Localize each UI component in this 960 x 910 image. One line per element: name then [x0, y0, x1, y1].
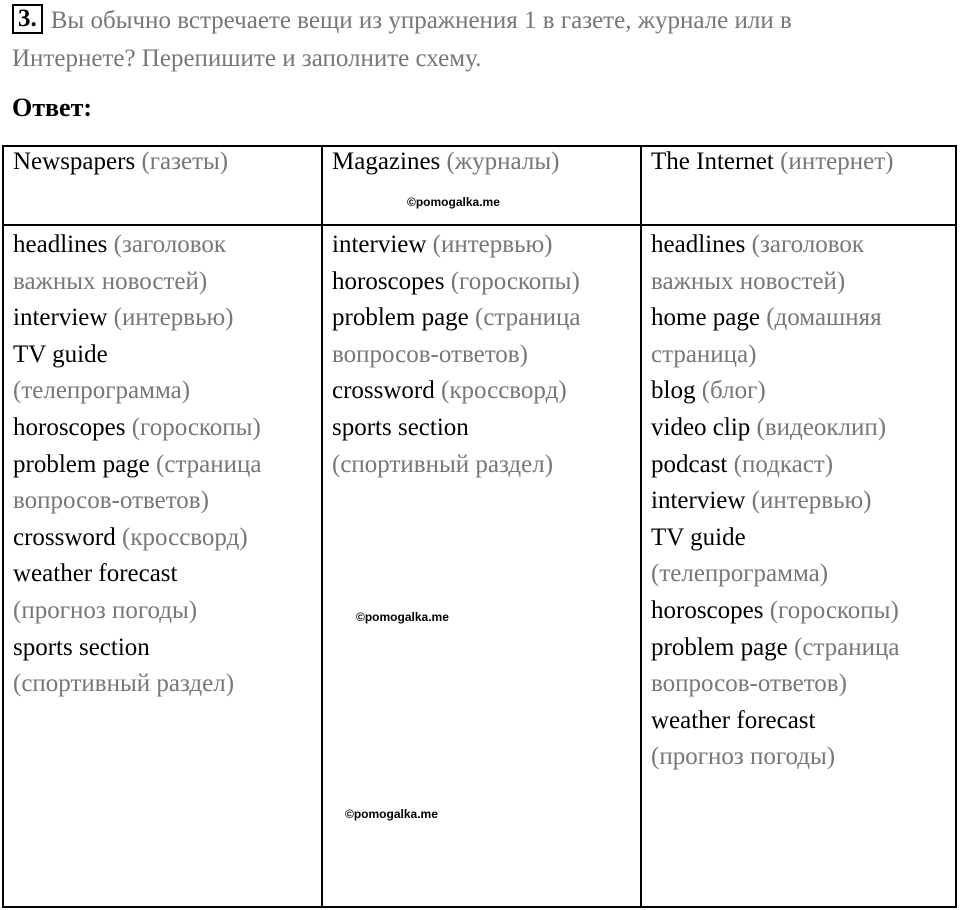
term-line: [13, 483, 262, 520]
term-translation: вопросов-ответов): [651, 670, 847, 698]
term-english: interview: [651, 487, 746, 515]
term-line: [13, 300, 262, 337]
term-line: [332, 337, 581, 374]
term-english: problem page: [332, 304, 469, 332]
term-line: [651, 373, 900, 410]
term-translation: (телепрограмма): [13, 377, 191, 405]
term-line: [332, 447, 581, 484]
term-english: problem page: [651, 633, 788, 661]
term-english: horoscopes: [13, 413, 126, 441]
term-english: home page: [651, 304, 760, 332]
term-line: [13, 556, 262, 593]
column-header-label: Magazines: [332, 148, 441, 175]
term-translation: важных новостей): [13, 267, 208, 295]
term-translation: (заголовок: [113, 231, 227, 258]
term-line: [13, 520, 262, 557]
column-divider: [321, 147, 323, 906]
column-divider: [640, 147, 642, 906]
term-translation: (интервью): [432, 231, 553, 258]
term-english: horoscopes: [651, 596, 764, 624]
term-line: [332, 410, 581, 447]
term-line: [13, 447, 262, 484]
term-translation: (кроссворд): [441, 377, 567, 405]
term-translation: (домашняя: [766, 304, 882, 332]
term-line: [13, 666, 262, 703]
term-line: [651, 264, 900, 301]
watermark: ©pomogalka.me: [407, 195, 500, 209]
term-line: [332, 373, 581, 410]
term-english: sports section: [13, 633, 150, 661]
term-translation: (гороскопы): [450, 267, 580, 295]
term-translation: (спортивный раздел): [13, 670, 235, 698]
term-translation: вопросов-ответов): [13, 487, 209, 515]
column-header-label: Newspapers: [13, 148, 136, 175]
term-line: [13, 264, 262, 301]
column-header-newspapers: [13, 144, 228, 181]
term-line: [651, 556, 900, 593]
term-translation: (спортивный раздел): [332, 450, 554, 478]
term-translation: (страница: [794, 633, 900, 661]
task-text: [12, 2, 952, 78]
term-line: [651, 227, 900, 264]
task-number: 3.: [12, 4, 43, 34]
term-english: TV guide: [651, 523, 746, 551]
column-header-gloss: (газеты): [141, 148, 229, 175]
term-line: [651, 300, 900, 337]
term-translation: (прогноз погоды): [651, 743, 836, 771]
scheme-table: [2, 145, 957, 908]
term-english: crossword: [13, 523, 116, 551]
term-line: [651, 666, 900, 703]
term-line: [13, 373, 262, 410]
term-translation: (гороскопы): [131, 413, 261, 441]
term-english: video clip: [651, 413, 751, 441]
term-line: [651, 630, 900, 667]
column-body-magazines: [332, 227, 581, 483]
term-translation: (видеоклип): [756, 413, 887, 441]
term-line: [332, 300, 581, 337]
term-english: interview: [13, 304, 108, 332]
term-english: problem page: [13, 450, 150, 478]
term-english: TV guide: [13, 340, 108, 368]
term-line: [651, 410, 900, 447]
term-english: headlines: [651, 231, 746, 258]
term-line: [651, 447, 900, 484]
term-translation: (страница: [475, 304, 581, 332]
term-translation: (блог): [701, 377, 766, 405]
watermark: ©pomogalka.me: [345, 807, 438, 821]
term-translation: (прогноз погоды): [13, 596, 198, 624]
column-header-gloss: (интернет): [780, 148, 894, 175]
term-line: [651, 483, 900, 520]
task-line-2: Интернете? Перепишите и заполните схему.: [12, 45, 482, 72]
term-line: [651, 703, 900, 740]
term-line: [651, 593, 900, 630]
term-translation: (интервью): [113, 304, 234, 332]
watermark: ©pomogalka.me: [356, 610, 449, 624]
term-translation: (кроссворд): [122, 523, 248, 551]
term-line: [332, 227, 581, 264]
term-line: [651, 337, 900, 374]
column-body-newspapers: [13, 227, 262, 703]
term-english: blog: [651, 377, 696, 405]
column-header-internet: [651, 144, 893, 181]
term-translation: страница): [651, 340, 757, 368]
term-translation: вопросов-ответов): [332, 340, 528, 368]
term-english: crossword: [332, 377, 435, 405]
term-english: podcast: [651, 450, 728, 478]
term-line: [332, 264, 581, 301]
term-line: [651, 520, 900, 557]
term-translation: (подкаст): [733, 450, 834, 478]
term-line: [651, 739, 900, 776]
term-line: [13, 630, 262, 667]
term-line: [13, 337, 262, 374]
term-line: [13, 410, 262, 447]
term-english: horoscopes: [332, 267, 445, 295]
answer-label: Ответ:: [12, 93, 93, 122]
column-header-magazines: [332, 144, 559, 181]
term-translation: (заголовок: [751, 231, 865, 258]
term-english: weather forecast: [13, 560, 178, 588]
term-line: [13, 227, 262, 264]
column-header-label: The Internet: [651, 148, 774, 175]
column-header-gloss: (журналы): [446, 148, 560, 175]
term-english: weather forecast: [651, 706, 816, 734]
column-body-internet: [651, 227, 900, 776]
term-line: [13, 593, 262, 630]
term-translation: (страница: [156, 450, 262, 478]
term-english: sports section: [332, 413, 469, 441]
header-divider: [4, 224, 955, 226]
term-translation: важных новостей): [651, 267, 846, 295]
term-english: headlines: [13, 231, 108, 258]
term-translation: (телепрограмма): [651, 560, 829, 588]
term-translation: (интервью): [751, 487, 872, 515]
term-translation: (гороскопы): [769, 596, 899, 624]
task-line-1: Вы обычно встречаете вещи из упражнения 1 в газете, журнале или в: [50, 7, 792, 34]
term-english: interview: [332, 231, 427, 258]
